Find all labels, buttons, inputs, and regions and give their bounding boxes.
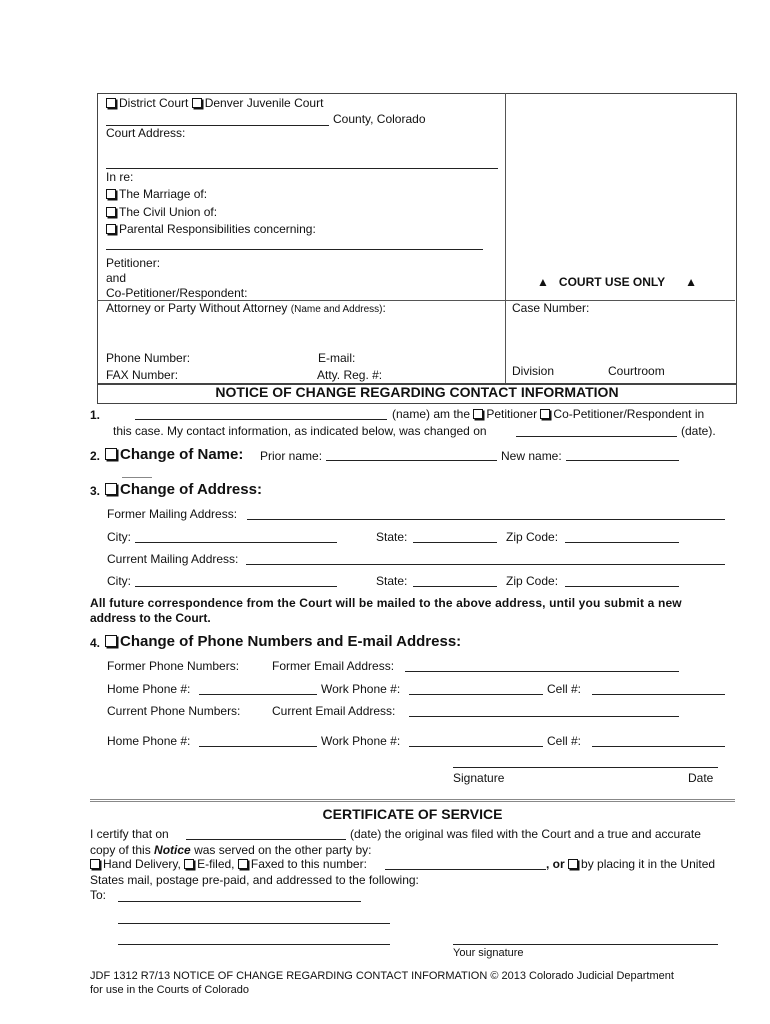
notice-word: Notice	[154, 843, 191, 857]
state-label: State:	[376, 530, 408, 544]
section-separator	[90, 799, 735, 802]
caption-divider	[505, 93, 506, 383]
item1-number: 1.	[90, 408, 101, 422]
mail-checkbox[interactable]	[568, 859, 578, 869]
cert-line1a: I certify that on	[90, 827, 169, 841]
email-label: E-mail:	[318, 351, 356, 365]
page-title: NOTICE OF CHANGE REGARDING CONTACT INFORMATION	[215, 384, 619, 400]
attorney-label-text: Attorney or Party Without Attorney	[106, 301, 288, 315]
attorney-sub-label: (Name and Address)	[290, 304, 383, 315]
current-home-phone-field[interactable]	[199, 734, 317, 747]
former-address-field[interactable]	[247, 507, 725, 520]
former-state-field[interactable]	[413, 530, 497, 543]
former-zip-field[interactable]	[565, 530, 679, 543]
faxed-label: Faxed to this number:	[250, 857, 367, 871]
your-signature-label: Your signature	[453, 947, 524, 959]
court-use-only-label: COURT USE ONLY	[558, 275, 666, 289]
civil-union-checkbox[interactable]	[106, 207, 116, 217]
current-state-field[interactable]	[413, 574, 497, 587]
change-of-name-checkbox[interactable]	[105, 448, 117, 460]
civil-union-label: The Civil Union of:	[119, 205, 218, 219]
current-cell-field[interactable]	[592, 734, 725, 747]
county-suffix: County, Colorado	[333, 112, 426, 126]
court-use-only	[537, 275, 697, 289]
change-of-phone-label: Change of Phone Numbers and E-mail Address:	[120, 633, 462, 650]
marriage-checkbox[interactable]	[106, 189, 116, 199]
co-petitioner-checkbox[interactable]	[540, 409, 550, 419]
efiled-checkbox[interactable]	[184, 859, 194, 869]
division-label: Division	[512, 364, 555, 378]
change-of-address-heading	[105, 481, 262, 499]
district-court-checkbox[interactable]	[106, 98, 116, 108]
fax-label: FAX Number:	[106, 368, 179, 382]
parental-label: Parental Responsibilities concerning:	[119, 222, 316, 236]
date-suffix: (date).	[681, 424, 716, 438]
current-work-phone-field[interactable]	[409, 734, 543, 747]
up-triangle-icon: ▲	[685, 275, 698, 289]
marriage-option	[106, 187, 207, 201]
home-phone-label: Home Phone #:	[107, 682, 191, 696]
change-of-name-label: Change of Name:	[120, 446, 244, 463]
certificate-heading: CERTIFICATE OF SERVICE	[322, 806, 503, 822]
parental-checkbox[interactable]	[106, 224, 116, 234]
former-city-field[interactable]	[135, 530, 337, 543]
zip-label: Zip Code:	[506, 574, 559, 588]
prior-name-label: Prior name:	[260, 449, 323, 463]
date-label: Date	[688, 771, 714, 785]
petitioner-checkbox[interactable]	[473, 409, 483, 419]
to-field-2[interactable]	[118, 911, 390, 924]
atty-reg-label: Atty. Reg. #:	[317, 368, 383, 382]
mail-option	[546, 857, 715, 871]
parental-option	[106, 222, 316, 236]
name-continuation-line	[122, 477, 152, 478]
change-of-address-label: Change of Address:	[120, 481, 262, 498]
work-phone-label: Work Phone #:	[321, 734, 401, 748]
city-label: City:	[107, 530, 131, 544]
footer-line1: JDF 1312 R7/13 NOTICE OF CHANGE REGARDING CONTACT INFORMATION © 2013 Colorado Judicial Department	[90, 970, 674, 982]
faxed-checkbox[interactable]	[238, 859, 248, 869]
cert-line1b: (date) the original was filed with the Court and a true and accurate	[350, 827, 701, 841]
item1-text: (name) am the	[392, 407, 471, 421]
cert-line4: States mail, postage pre-paid, and addressed to the following:	[90, 873, 419, 887]
filed-date-field[interactable]	[186, 827, 346, 840]
change-date-field[interactable]	[516, 424, 677, 437]
former-work-phone-field[interactable]	[409, 682, 543, 695]
new-name-field[interactable]	[566, 448, 679, 461]
prior-name-field[interactable]	[326, 448, 497, 461]
district-court-label: District Court	[119, 96, 189, 110]
denver-juvenile-checkbox[interactable]	[192, 98, 202, 108]
court-address-line	[106, 168, 498, 169]
county-field[interactable]	[106, 113, 329, 126]
to-label: To:	[90, 888, 107, 902]
home-phone-label: Home Phone #:	[107, 734, 191, 748]
address-notice-2: address to the Court.	[90, 611, 211, 625]
city-label: City:	[107, 574, 131, 588]
change-of-phone-checkbox[interactable]	[105, 635, 117, 647]
work-phone-label: Work Phone #:	[321, 682, 401, 696]
zip-label: Zip Code:	[506, 530, 559, 544]
parties-line	[106, 249, 483, 250]
former-cell-field[interactable]	[592, 682, 725, 695]
caption-box	[97, 93, 737, 385]
to-field-3[interactable]	[118, 932, 390, 945]
cell-label: Cell #:	[547, 734, 582, 748]
current-city-field[interactable]	[135, 574, 337, 587]
item1-line2: this case. My contact information, as indicated below, was changed on	[113, 424, 487, 438]
to-field-1[interactable]	[118, 889, 361, 902]
current-address-field[interactable]	[246, 552, 725, 565]
denver-juvenile-label: Denver Juvenile Court	[204, 96, 324, 110]
marriage-label: The Marriage of:	[119, 187, 208, 201]
phone-label: Phone Number:	[106, 351, 191, 365]
current-email-field[interactable]	[409, 704, 679, 717]
in-re-label: In re:	[106, 170, 134, 184]
current-address-label: Current Mailing Address:	[107, 552, 239, 566]
cert-line2a: copy of this	[90, 843, 151, 857]
or-label: , or	[546, 857, 565, 871]
hand-delivery-label: Hand Delivery,	[103, 857, 181, 871]
change-of-name-heading	[105, 446, 243, 464]
former-email-label: Former Email Address:	[272, 659, 395, 673]
cert-line2b: was served on the other party by:	[194, 843, 372, 857]
co-petitioner-label: Co-Petitioner/Respondent:	[106, 286, 248, 300]
signature-line[interactable]	[453, 767, 718, 768]
mail-label: by placing it in the United	[581, 857, 716, 871]
former-home-phone-field[interactable]	[199, 682, 317, 695]
co-petitioner-option-label: Co-Petitioner/Respondent in	[553, 407, 705, 421]
petitioner-label: Petitioner:	[106, 256, 161, 270]
change-of-address-checkbox[interactable]	[105, 483, 117, 495]
current-phone-label: Current Phone Numbers:	[107, 704, 241, 718]
signature-label: Signature	[453, 771, 505, 785]
item1-role-row	[392, 407, 704, 421]
former-address-label: Former Mailing Address:	[107, 507, 238, 521]
item2-number: 2.	[90, 449, 101, 463]
court-type-row	[106, 96, 323, 110]
courtroom-label: Courtroom	[608, 364, 665, 378]
item3-number: 3.	[90, 484, 101, 498]
current-zip-field[interactable]	[565, 574, 679, 587]
fax-number-field[interactable]	[385, 857, 546, 870]
state-label: State:	[376, 574, 408, 588]
cert-line2	[90, 843, 372, 857]
and-label: and	[106, 271, 127, 285]
up-triangle-icon: ▲	[537, 275, 549, 289]
hand-delivery-checkbox[interactable]	[90, 859, 100, 869]
efiled-label: E-filed,	[197, 857, 235, 871]
current-email-label: Current Email Address:	[272, 704, 396, 718]
item4-number: 4.	[90, 636, 101, 650]
your-signature-line[interactable]	[453, 944, 718, 945]
attorney-label: Attorney or Party Without Attorney (Name and Address):	[106, 301, 386, 315]
former-phone-label: Former Phone Numbers:	[107, 659, 240, 673]
court-address-label: Court Address:	[106, 126, 186, 140]
civil-union-option	[106, 205, 217, 219]
cell-label: Cell #:	[547, 682, 582, 696]
case-number-label: Case Number:	[512, 301, 590, 315]
change-of-phone-heading	[105, 633, 461, 651]
new-name-label: New name:	[501, 449, 562, 463]
address-notice: All future correspondence from the Court will be mailed to the above address, until you submit a new	[90, 596, 682, 610]
petitioner-option-label: Petitioner	[486, 407, 538, 421]
footer-line2: for use in the Courts of Colorado	[90, 984, 249, 996]
name-field[interactable]	[135, 407, 387, 420]
former-email-field[interactable]	[405, 659, 679, 672]
service-method-row	[90, 857, 367, 871]
